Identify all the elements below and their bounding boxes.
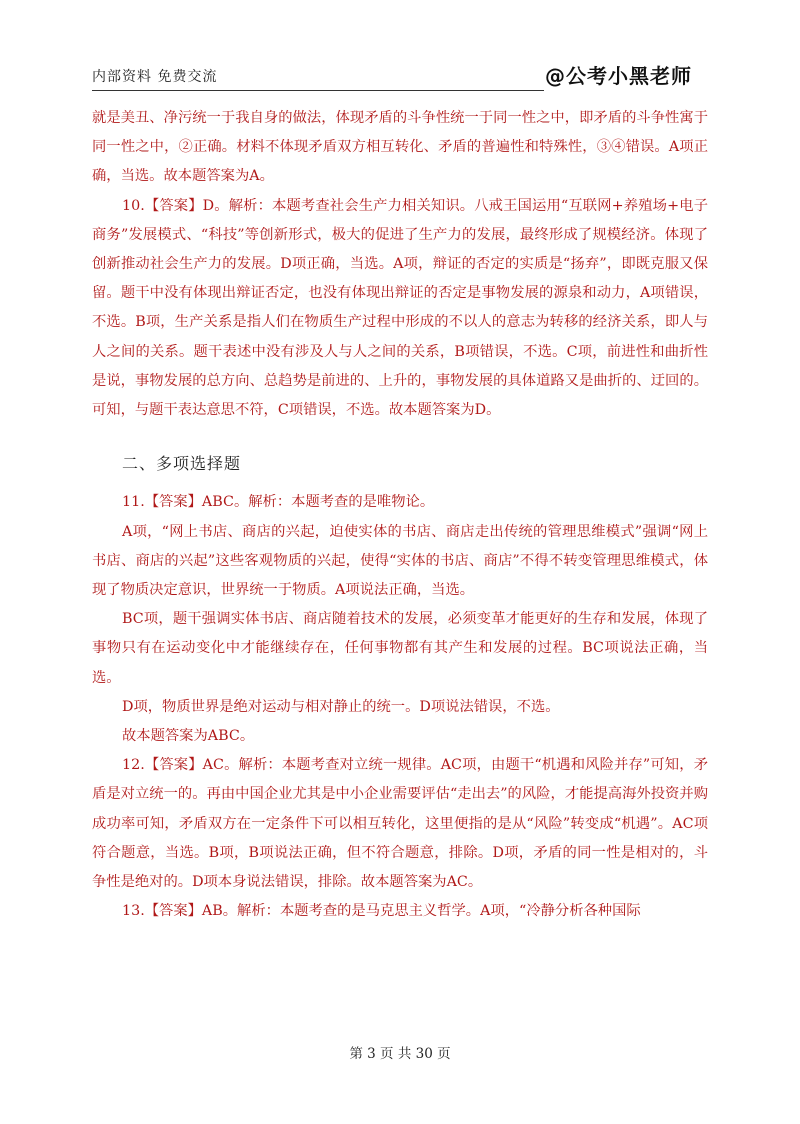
answer-11-bc: BC项，题干强调实体书店、商店随着技术的发展，必须变革才能更好的生存和发展，体现了事物只有在运动变化中才能继续存在，任何事物都有其产生和发展的过程。BC项说法正确，当选。 bbox=[92, 611, 708, 686]
section-title: 二、多项选择题 bbox=[122, 454, 242, 474]
answer-11-conclusion: 故本题答案为ABC。 bbox=[122, 728, 255, 745]
answer-11: 11.【答案】ABC。解析：本题考查的是唯物论。 bbox=[122, 494, 435, 511]
answer-10: 10.【答案】D。解析：本题考查社会生产力相关知识。八戒王国运用“互联网+养殖场+电子商务”发展模式、“科技”等创新形式，极大的促进了生产力的发展，最终形成了规模经济。体现了创新推动社会生产力的发展。D项正确，当选。A项，辩证的否定的实质是“扬弃”，即既克服又保留。题干中没有体现出辩证否定，也没有体现出辩证的否定是事物发展的源泉和动力，A项错误，不选。B项，生产关系是指人们在物质生产过程中形成的不以人的意志为转移的经济关系，即人与人之间的关系。题干表述中没有涉及人与人之间的关系，B项错误，不选。C项，前进性和曲折性是说，事物发展的总方向、总趋势是前进的、上升的，事物发展的具体道路又是曲折的、迂回的。可知，与题干表达意思不符，C项错误，不选。故本题答案为D。 bbox=[92, 197, 708, 419]
answer-11-d: D项，物质世界是绝对运动与相对静止的统一。D项说法错误，不选。 bbox=[122, 698, 560, 715]
header-left-text: 内部资料 免费交流 bbox=[92, 69, 218, 85]
header-right-watermark: @公考小黑老师 bbox=[545, 64, 692, 88]
header-divider bbox=[92, 90, 544, 91]
answer-12: 12.【答案】AC。解析：本题考查对立统一规律。AC项，由题干“机遇和风险并存”可知，矛盾是对立统一的。再由中国企业尤其是中小企业需要评估“走出去”的风险，才能提高海外投资并购成功率可知，矛盾双方在一定条件下可以相互转化，这里便指的是从“风险”转变成“机遇”。AC项符合题意，当选。B项，B项说法正确，但不符合题意，排除。D项，矛盾的同一性是相对的，斗争性是绝对的。D项本身说法错误，排除。故本题答案为AC。 bbox=[92, 757, 708, 891]
page-content bbox=[92, 104, 708, 926]
answer-13: 13.【答案】AB。解析：本题考查的是马克思主义哲学。A项，“冷静分析各种国际 bbox=[122, 903, 641, 920]
page-number: 第 3 页 共 30 页 bbox=[349, 1046, 451, 1062]
answer-11-a: A项，“网上书店、商店的兴起，迫使实体的书店、商店走出传统的管理思维模式”强调“网上书店、商店的兴起”这些客观物质的兴起，使得“实体的书店、商店”不得不转变管理思维模式，体现了物质决定意识，世界统一于物质。A项说法正确，当选。 bbox=[92, 523, 708, 599]
paragraph-continuation: 就是美丑、净污统一于我自身的做法，体现矛盾的斗争性统一于同一性之中，即矛盾的斗争性寓于同一性之中，②正确。材料不体现矛盾双方相互转化、矛盾的普遍性和特殊性，③④错误。A项正确，当选。故本题答案为A。 bbox=[92, 110, 708, 185]
